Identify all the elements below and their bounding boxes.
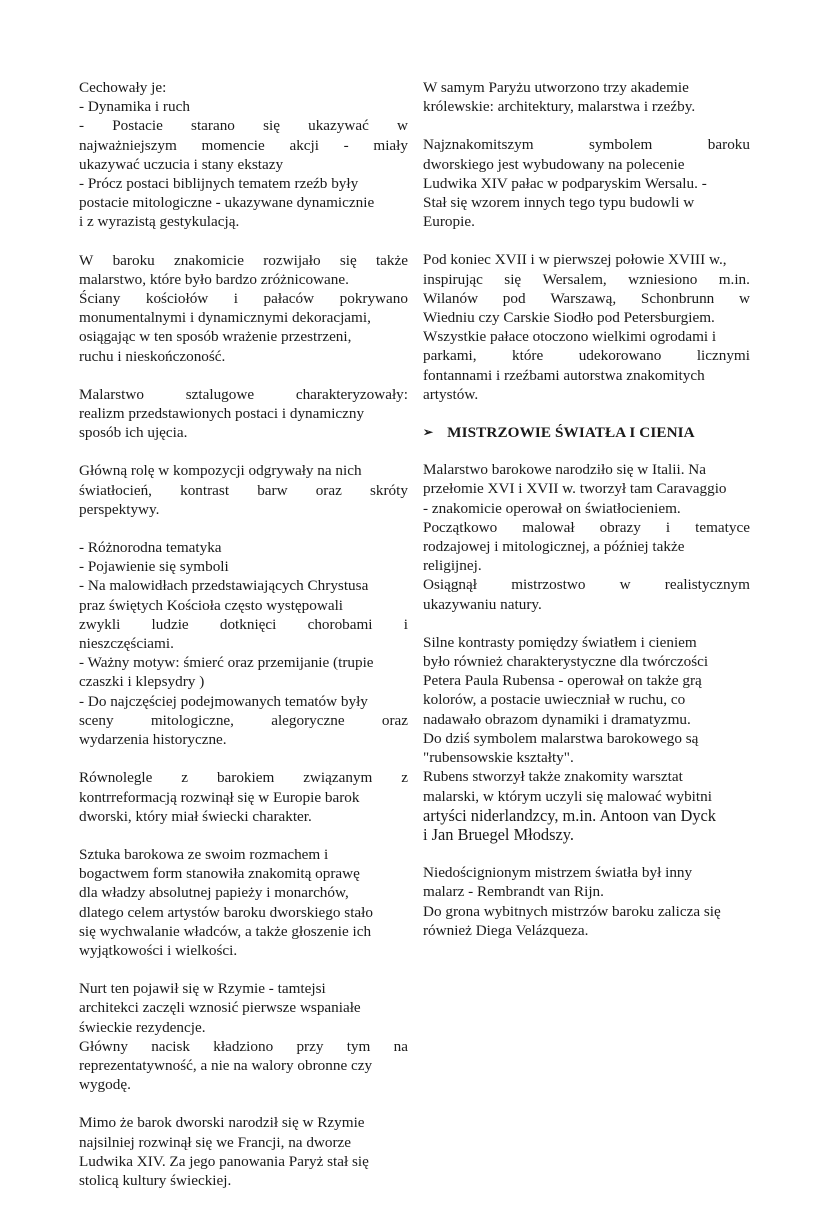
word: malował (522, 518, 575, 536)
text-line: Sztuka barokowa ze swoim rozmachem i (79, 845, 329, 863)
word: m.in. (718, 270, 750, 288)
word: z (401, 769, 408, 787)
word: starano (191, 117, 235, 135)
text-line (79, 711, 408, 730)
text-line: dla władzy absolutnej papieży i monarchów, (79, 884, 349, 902)
text-line (423, 575, 750, 594)
text-line (79, 136, 408, 155)
text-line (79, 251, 408, 270)
word: które (512, 347, 544, 365)
word: dotknięci (219, 615, 277, 633)
word: momencie (201, 136, 265, 154)
word: Schonbrunn (640, 289, 715, 307)
text-line: stolicą kultury świeckiej. (79, 1171, 232, 1189)
text-line: czaszki i klepsydry ) (79, 673, 205, 691)
word: pałaców (263, 290, 315, 308)
text-line: wygodę. (79, 1076, 131, 1094)
word: baroku (707, 136, 750, 154)
text-line: nadawało obrazom dynamiki i dramatyzmu. (423, 710, 691, 728)
word: symbolem (589, 136, 653, 154)
paragraph (79, 251, 408, 366)
text-line: fontannami i rzeźbami autorstwa znakomitych (423, 366, 705, 384)
text-line: W samym Paryżu utworzono trzy akademie (423, 79, 689, 96)
word: związanym (303, 769, 373, 787)
word: tematyce (695, 518, 750, 536)
text-line: - Do najczęściej podejmowanych tematów były (79, 692, 368, 710)
text-line: malarski, w którym uczyli się malować wybitni (423, 787, 712, 805)
word: inspirując (423, 270, 483, 288)
word: oraz (315, 481, 342, 499)
bullet-list (79, 538, 408, 749)
paragraph (423, 460, 750, 614)
paragraph (79, 78, 408, 232)
text-line: również Diega Velázqueza. (423, 921, 589, 939)
text-line (79, 768, 408, 787)
text-line (423, 346, 750, 365)
word: ukazywać (308, 117, 369, 135)
text-line: - Ważny motyw: śmierć oraz przemijanie (trupie (79, 654, 374, 672)
word: Warszawą, (550, 289, 617, 307)
word: mitologiczne, (150, 711, 234, 729)
word: W (79, 251, 94, 269)
word: Osiągnął (423, 576, 477, 594)
text-line: reprezentatywność, a nie na walory obronne czy (79, 1056, 373, 1074)
word: w (397, 117, 408, 135)
word: przy (296, 1037, 324, 1055)
word: w (619, 576, 631, 594)
text-line: Do dziś symbolem malarstwa barokowego są (423, 729, 699, 747)
word: Wilanów (423, 289, 479, 307)
text-line: przełomie XVI i XVII w. tworzył tam Caravaggio (423, 480, 727, 498)
word: miały (373, 136, 408, 154)
word: pod (502, 289, 526, 307)
text-line: Stał się wzorem innych tego typu budowli w (423, 194, 695, 212)
word: i (403, 615, 408, 633)
paragraph (423, 78, 750, 116)
word: i (665, 518, 671, 536)
word: Najznakomitszym (423, 136, 534, 154)
word: znakomicie (174, 251, 244, 269)
word: udekorowano (578, 347, 662, 365)
paragraph (79, 768, 408, 826)
paragraph (423, 863, 750, 940)
word: akcji (289, 136, 319, 154)
word: skróty (369, 481, 408, 499)
word: Wersalem, (542, 270, 607, 288)
word: - (343, 136, 349, 154)
arrow-bullet-icon: ➢ (423, 425, 434, 440)
word: Główny (79, 1037, 128, 1055)
text-line: postacie mitologiczne - ukazywane dynamicznie (79, 194, 375, 212)
word: na (393, 1037, 408, 1055)
text-line: Mimo że barok dworski narodził się w Rzymie (79, 1114, 365, 1132)
word: kościołów (145, 290, 209, 308)
text-line: bogactwem form stanowiła znakomitą oprawę (79, 865, 360, 883)
text-line: Niedoścignionym mistrzem światła był inny (423, 864, 693, 882)
text-line: Ludwika XIV. Za jego panowania Paryż stał się (79, 1152, 369, 1170)
text-line: Wiedniu czy Carskie Siodło pod Petersburgiem. (423, 309, 715, 327)
text-line: się wychwalanie władców, a także głoszenie ich (79, 922, 372, 940)
word: parkami, (423, 347, 477, 365)
text-line (423, 135, 750, 154)
text-line: świeckie rezydencje. (79, 1018, 206, 1036)
text-line (79, 481, 408, 500)
right-column (423, 78, 750, 959)
text-line (423, 518, 750, 537)
word: oraz (381, 711, 408, 729)
word: rozwijało (263, 251, 321, 269)
word: Postacie (112, 117, 163, 135)
word: kładziono (213, 1037, 274, 1055)
word: wzniesiono (628, 270, 698, 288)
text-line: wydarzenia historyczne. (79, 731, 227, 749)
text-line: Nurt ten pojawił się w Rzymie - tamtejsi (79, 980, 326, 998)
word: barokiem (216, 769, 275, 787)
text-line: artyści niderlandzcy, m.in. Antoon van Dyck (423, 805, 716, 825)
paragraph (79, 385, 408, 443)
text-line: Pod koniec XVII i w pierwszej połowie XVIII w., (423, 251, 727, 269)
word: obrazy (599, 518, 641, 536)
text-line: Rubens stworzył także znakomity warsztat (423, 768, 683, 786)
left-column (79, 78, 408, 1209)
text-line: architekci zaczęli wznosić pierwsze wspaniałe (79, 999, 361, 1017)
word: ludzie (151, 615, 189, 633)
word: barw (257, 481, 288, 499)
word: tym (346, 1037, 371, 1055)
word: najważniejszym (79, 136, 177, 154)
word: także (375, 251, 408, 269)
text-line: - znakomicie operował on światłocieniem. (423, 499, 681, 517)
text-line: praz świętych Kościoła często występowali (79, 596, 344, 614)
paragraph (79, 979, 408, 1094)
text-line: najsilniej rozwinął się we Francji, na dworze (79, 1133, 352, 1151)
word: się (263, 117, 280, 135)
text-line: Do grona wybitnych mistrzów baroku zalicza się (423, 902, 721, 920)
text-line: malarz - Rembrandt van Rijn. (423, 883, 604, 901)
text-line: nieszczęściami. (79, 635, 174, 653)
word: się (339, 251, 357, 269)
word: licznymi (696, 347, 750, 365)
word: Ściany (79, 290, 121, 308)
text-line: artystów. (423, 385, 479, 403)
word: z (181, 769, 189, 787)
word: światłocień, (79, 481, 152, 499)
word: się (504, 270, 522, 288)
text-line: sposób ich ujęcia. (79, 424, 188, 442)
word: chorobami (307, 615, 373, 633)
text-line: monumentalnymi i dynamicznymi dekoracjami, (79, 309, 371, 327)
text-line: królewskie: architektury, malarstwa i rzeźby. (423, 98, 696, 116)
word: baroku (112, 251, 155, 269)
paragraph (423, 250, 750, 404)
text-line (423, 270, 750, 289)
word: Malarstwo (79, 385, 144, 403)
word: realistycznym (664, 576, 750, 594)
text-line: Silne kontrasty pomiędzy światłem i cieniem (423, 633, 697, 651)
text-line (79, 289, 408, 308)
text-line: "rubensowskie kształty". (423, 749, 574, 767)
word: charakteryzowały: (295, 385, 408, 403)
paragraph (79, 845, 408, 960)
text-line: kontrreformacją rozwinął się w Europie barok (79, 788, 360, 806)
text-line: Europie. (423, 213, 475, 231)
text-line: religijnej. (423, 557, 482, 575)
paragraph (79, 1113, 408, 1190)
word: kontrast (180, 481, 230, 499)
word: alegoryczne (271, 711, 345, 729)
word: sztalugowe (185, 385, 255, 403)
text-line: Wszystkie pałace otoczono wielkimi ogrodami i (423, 328, 717, 346)
text-line: dlatego celem artystów baroku dworskiego stało (79, 903, 373, 921)
word: Równolegle (79, 769, 153, 787)
text-line: realizm przedstawionych postaci i dynamiczny (79, 405, 365, 423)
word: mistrzostwo (511, 576, 586, 594)
text-line: ruchu i nieskończoność. (79, 347, 226, 365)
word: sceny (79, 711, 114, 729)
text-line: dworskiego jest wybudowany na polecenie (423, 155, 685, 173)
word: Początkowo (423, 518, 498, 536)
text-line: kolorów, a postacie uwieczniał w ruchu, co (423, 691, 686, 709)
section-heading (423, 423, 750, 442)
text-line: było również charakterystyczne dla twórczości (423, 653, 709, 671)
text-line (79, 615, 408, 634)
word: - (79, 117, 85, 135)
text-line: - Pojawienie się symboli (79, 558, 229, 576)
text-line (79, 116, 408, 135)
text-line: malarstwo, które było bardzo zróżnicowane. (79, 270, 349, 288)
text-line: Ludwika XIV pałac w podparyskim Wersalu. - (423, 174, 707, 192)
text-line: perspektywy. (79, 500, 160, 518)
paragraph (423, 633, 750, 844)
text-line: i z wyrazistą gestykulacją. (79, 213, 240, 231)
text-line: i Jan Bruegel Młodszy. (423, 824, 574, 844)
text-line: rodzajowej i mitologicznej, a później także (423, 538, 685, 556)
text-line (79, 385, 408, 404)
paragraph (79, 461, 408, 519)
word: w (739, 289, 750, 307)
text-line: osiągając w ten sposób wrażenie przestrzeni, (79, 328, 352, 346)
text-line (423, 289, 750, 308)
word: pokrywano (339, 290, 408, 308)
text-line: dworski, który miał świecki charakter. (79, 807, 312, 825)
text-line: - Prócz postaci biblijnych tematem rzeźb były (79, 175, 359, 193)
text-line: - Dynamika i ruch (79, 98, 190, 116)
text-line: ukazywać uczucia i stany ekstazy (79, 155, 284, 173)
text-line: - Na malowidłach przedstawiających Chrystusa (79, 577, 369, 595)
text-line: wyjątkowości i wielkości. (79, 941, 238, 959)
text-line: ukazywaniu natury. (423, 595, 542, 613)
text-line: - Różnorodna tematyka (79, 539, 222, 557)
text-line: Cechowały je: (79, 79, 167, 96)
text-line: Główną rolę w kompozycji odgrywały na nich (79, 462, 362, 480)
word: zwykli (79, 615, 121, 633)
word: i (233, 290, 239, 308)
paragraph (423, 135, 750, 231)
text-line: Malarstwo barokowe narodziło się w Italii. Na (423, 461, 706, 479)
section-heading-text: MISTRZOWIE ŚWIATŁA I CIENIA (447, 424, 695, 442)
text-line (79, 1037, 408, 1056)
word: nacisk (151, 1037, 191, 1055)
text-line: Petera Paula Rubensa - operował on także grą (423, 672, 702, 690)
